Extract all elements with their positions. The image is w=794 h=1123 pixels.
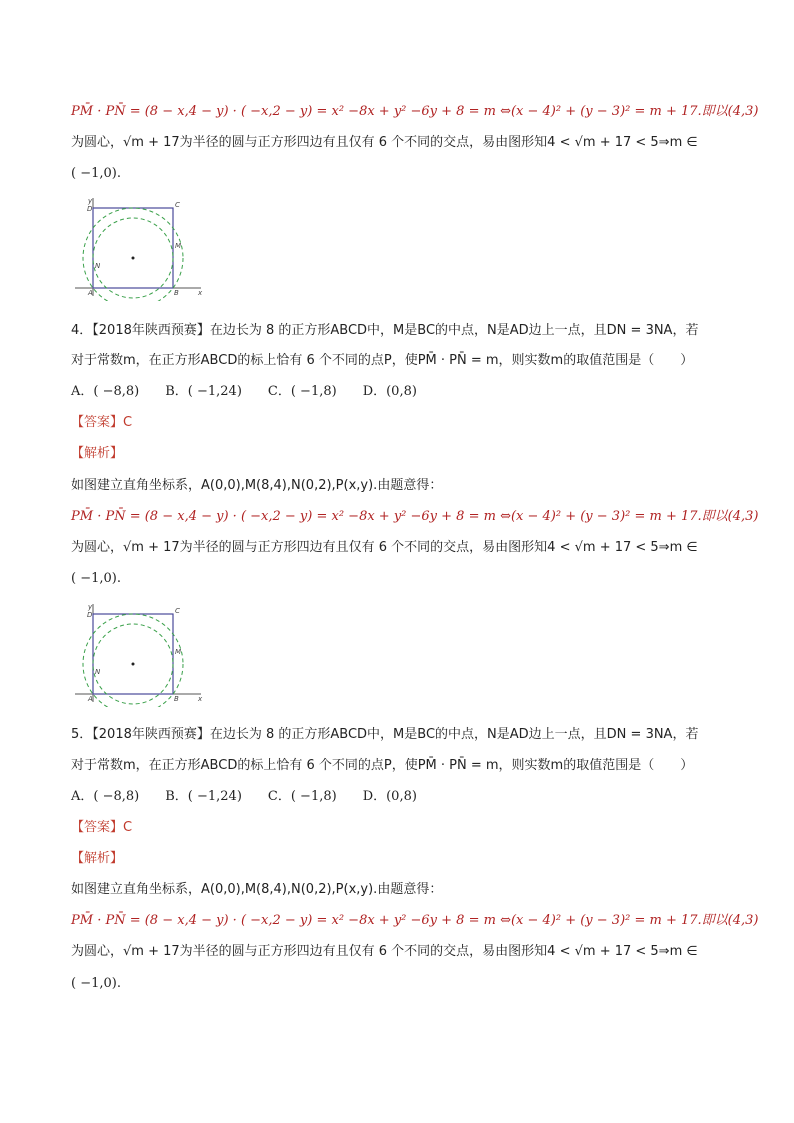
- q5-result: ( −1,0).: [71, 976, 121, 991]
- block1-line3: ( −1,0).: [71, 166, 121, 181]
- q4-stem-line2: 对于常数m，在正方形ABCD的标上恰有 6 个不同的点P，使PM̄ · PN̄ = m，则实数m的取值范围是（ ）: [71, 353, 694, 368]
- figure2-label-a: A: [88, 695, 93, 703]
- q5-answer: 【答案】C: [71, 820, 133, 835]
- q5-radius-line: 为圆心，√m + 17为半径的圆与正方形四边有且仅有 6 个不同的交点，易由图形知4 < √m + 17 < 5⇒m ∈: [71, 944, 698, 959]
- figure2-label-y: y: [88, 603, 93, 611]
- figure-label-a: A: [88, 289, 93, 297]
- q5-options: A．( −8,8) B．( −1,24) C．( −1,8) D．(0,8): [71, 789, 417, 804]
- q4-stem-line1: 4．【2018年陕西预赛】在边长为 8 的正方形ABCD中，M是BC的中点，N是AD边上一点，且DN = 3NA，若: [71, 323, 699, 338]
- figure2-label-c: C: [175, 607, 180, 615]
- geometry-figure-2: [71, 602, 211, 707]
- figure-label-b: B: [174, 289, 179, 297]
- q4-answer: 【答案】C: [71, 415, 133, 430]
- q5-setup: 如图建立直角坐标系，A(0,0),M(8,4),N(0,2),P(x,y).由题意得：: [71, 882, 443, 897]
- q4-analysis-label: 【解析】: [71, 446, 124, 461]
- figure-label-m: M: [175, 242, 182, 250]
- q4-formula: PM̄ · PN̄ = (8 − x,4 − y) · ( −x,2 − y) = x² −8x + y² −6y + 8 = m ⇔(x − 4)² + (y − 3)² = m + 17.即以(4,3): [71, 509, 759, 524]
- figure2-label-d: D: [87, 611, 93, 619]
- q4-radius-line: 为圆心，√m + 17为半径的圆与正方形四边有且仅有 6 个不同的交点，易由图形知4 < √m + 17 < 5⇒m ∈: [71, 540, 698, 555]
- q5-formula: PM̄ · PN̄ = (8 − x,4 − y) · ( −x,2 − y) = x² −8x + y² −6y + 8 = m ⇔(x − 4)² + (y − 3)² = m + 17.即以(4,3): [71, 913, 759, 928]
- q4-options: A．( −8,8) B．( −1,24) C．( −1,8) D．(0,8): [71, 384, 417, 399]
- figure2-label-b: B: [174, 695, 179, 703]
- geometry-figure-1: [71, 196, 211, 301]
- block1-formula: PM̄ · PN̄ = (8 − x,4 − y) · ( −x,2 − y) = x² −8x + y² −6y + 8 = m ⇔(x − 4)² + (y − 3)² = m + 17.即以(4,3): [71, 104, 759, 119]
- q4-result: ( −1,0).: [71, 571, 121, 586]
- figure-label-c: C: [175, 201, 180, 209]
- figure2-label-n: N: [95, 668, 101, 676]
- figure-label-n: N: [95, 262, 101, 270]
- figure-label-d: D: [87, 205, 93, 213]
- figure-label-x: x: [198, 289, 203, 297]
- figure-label-y: y: [88, 197, 93, 205]
- q4-setup: 如图建立直角坐标系，A(0,0),M(8,4),N(0,2),P(x,y).由题意得：: [71, 478, 443, 493]
- block1-line2: 为圆心，√m + 17为半径的圆与正方形四边有且仅有 6 个不同的交点，易由图形知4 < √m + 17 < 5⇒m ∈: [71, 135, 698, 150]
- figure2-label-m: M: [175, 648, 182, 656]
- q5-analysis-label: 【解析】: [71, 851, 124, 866]
- figure2-label-x: x: [198, 695, 203, 703]
- q5-stem-line2: 对于常数m，在正方形ABCD的标上恰有 6 个不同的点P，使PM̄ · PN̄ = m，则实数m的取值范围是（ ）: [71, 758, 694, 773]
- q5-stem-line1: 5．【2018年陕西预赛】在边长为 8 的正方形ABCD中，M是BC的中点，N是AD边上一点，且DN = 3NA，若: [71, 727, 699, 742]
